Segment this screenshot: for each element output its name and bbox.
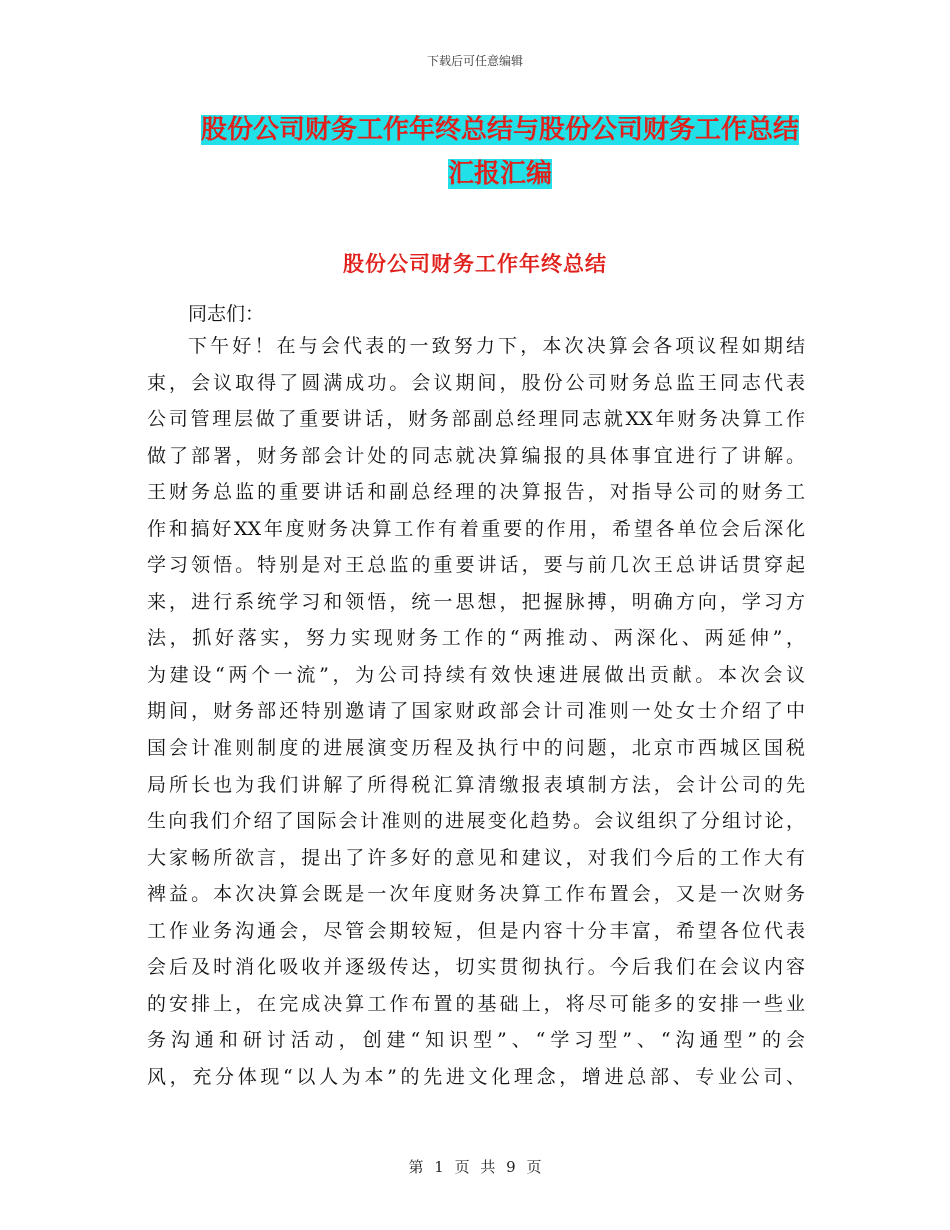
page-number-footer: 第 1 页 共 9 页: [408, 1158, 542, 1176]
paragraph-line: 公司管理层做了重要讲话，财务部副总经理同志就XX年财务决算工作: [147, 408, 805, 431]
document-title-line-1: 股份公司财务工作年终总结与股份公司财务工作总结: [200, 115, 799, 145]
paragraph-line: 生向我们介绍了国际会计准则的进展变化趋势。会议组织了分组讨论，: [147, 810, 805, 833]
paragraph-line: 工作业务沟通会，尽管会期较短，但是内容十分丰富，希望各位代表: [147, 919, 805, 942]
paragraph-line: 束，会议取得了圆满成功。会议期间，股份公司财务总监王同志代表: [147, 371, 805, 394]
paragraph-line: 的安排上，在完成决算工作布置的基础上，将尽可能多的安排一些业: [147, 992, 805, 1015]
paragraph-line: 为建设“两个一流”，为公司持续有效快速进展做出贡献。本次会议: [147, 663, 805, 686]
document-title-line-2: 汇报汇编: [447, 159, 552, 189]
paragraph-line: 做了部署，财务部会计处的同志就决算编报的具体事宜进行了讲解。: [147, 444, 805, 467]
section-title: 股份公司财务工作年终总结: [343, 252, 607, 276]
paragraph-line: 局所长也为我们讲解了所得税汇算清缴报表填制方法，会计公司的先: [147, 773, 805, 796]
paragraph-line: 期间，财务部还特别邀请了国家财政部会计司准则一处女士介绍了中: [147, 700, 805, 723]
paragraph-line: 大家畅所欲言，提出了许多好的意见和建议，对我们今后的工作大有: [147, 846, 805, 869]
document-title: [150, 108, 850, 196]
paragraph-line: 裨益。本次决算会既是一次年度财务决算工作布置会，又是一次财务: [147, 883, 805, 906]
paragraph-line: 国会计准则制度的进展演变历程及执行中的问题，北京市西城区国税: [147, 737, 805, 760]
paragraph-line: 来，进行系统学习和领悟，统一思想，把握脉搏，明确方向，学习方: [147, 590, 805, 613]
paragraph-line: 王财务总监的重要讲话和副总经理的决算报告，对指导公司的财务工: [147, 481, 805, 504]
paragraph-line: 作和搞好XX年度财务决算工作有着重要的作用，希望各单位会后深化: [147, 517, 805, 540]
body-paragraph: [147, 328, 805, 1095]
paragraph-line: 学习领悟。特别是对王总监的重要讲话，要与前几次王总讲话贯穿起: [147, 554, 805, 577]
paragraph-line: 风，充分体现“以人为本”的先进文化理念，增进总部、专业公司、: [147, 1065, 805, 1088]
paragraph-line: 务沟通和研讨活动，创建“知识型”、“学习型”、“沟通型”的会: [147, 1029, 805, 1052]
paragraph-line: 会后及时消化吸收并逐级传达，切实贯彻执行。今后我们在会议内容: [147, 956, 805, 979]
greeting: 同志们：: [188, 303, 265, 325]
header-note: 下载后可任意编辑: [426, 54, 523, 68]
paragraph-line: 法，抓好落实，努力实现财务工作的“两推动、两深化、两延伸”，: [147, 627, 805, 650]
paragraph-line: 下午好！在与会代表的一致努力下，本次决算会各项议程如期结: [188, 335, 805, 357]
